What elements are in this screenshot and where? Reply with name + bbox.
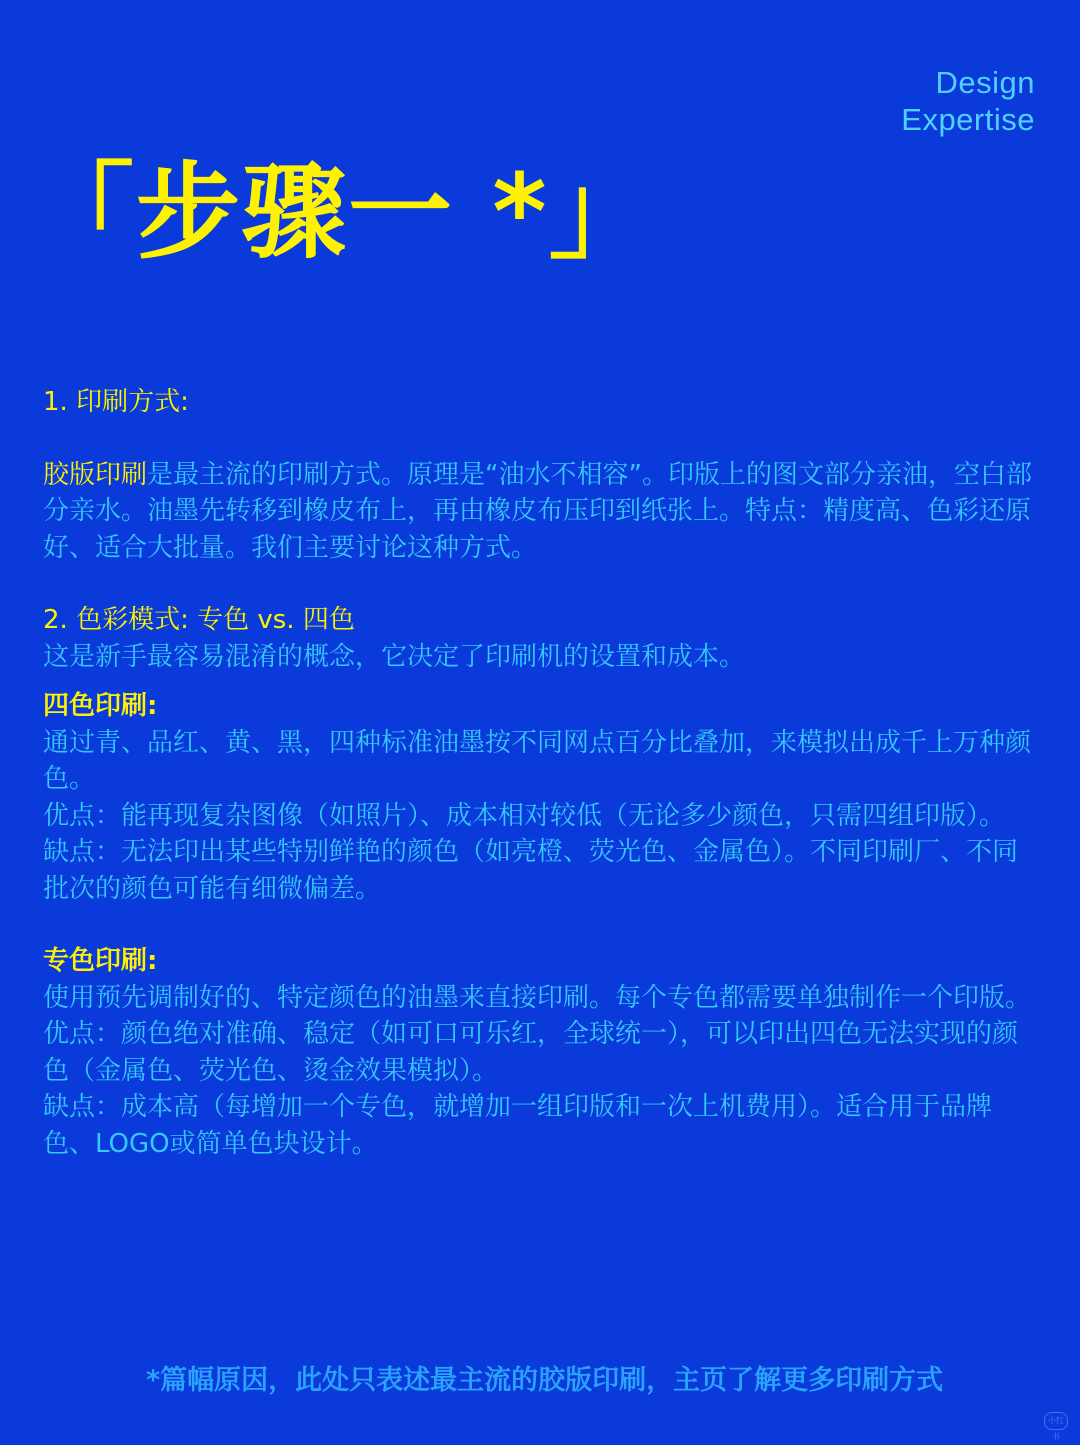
spot-color-desc: 使用预先调制好的、特定颜色的油墨来直接印刷。每个专色都需要单独制作一个印版。: [43, 982, 1032, 1013]
spot-color-title: 专色印刷:: [43, 946, 158, 976]
section-color-mode-intro: 这是新手最容易混淆的概念，它决定了印刷机的设置和成本。: [43, 641, 746, 672]
spot-color-cons: 缺点：成本高（每增加一个专色，就增加一组印版和一次上机费用）。适合用于品牌色、LOGO或简单色块设计。: [43, 1092, 993, 1159]
four-color-title: 四色印刷:: [43, 691, 158, 721]
spot-color-pros: 优点：颜色绝对准确、稳定（如可口可乐红，全球统一），可以印出四色无法实现的颜色（金属色、荧光色、烫金效果模拟）。: [43, 1019, 1019, 1086]
four-color-cons: 缺点：无法印出某些特别鲜艳的颜色（如亮橙、荧光色、金属色）。不同印刷厂、不同批次的颜色可能有细微偏差。: [43, 837, 1019, 904]
offset-printing-desc: 是最主流的印刷方式。原理是“油水不相容”。印版上的图文部分亲油，空白部分亲水。油墨先转移到橡皮布上，再由橡皮布压印到纸张上。特点：精度高、色彩还原好、适合大批量。我们主要讨论这种方式。: [43, 459, 1032, 563]
page-title: 「步骤一 *」: [30, 151, 655, 273]
brand-label: [901, 64, 1035, 138]
offset-printing-highlight: 胶版印刷: [43, 459, 148, 490]
four-color-pros: 优点：能再现复杂图像（如照片）、成本相对较低（无论多少颜色，只需四组印版）。: [43, 800, 1006, 831]
brand-line-design: Design: [935, 65, 1035, 100]
section-printing-method-body: [43, 457, 1043, 567]
brand-line-expertise: Expertise: [901, 102, 1035, 137]
main-content: [43, 384, 1043, 1162]
section-color-mode-title: 2. 色彩模式: 专色 vs. 四色: [43, 605, 355, 635]
platform-watermark: 小红书: [1044, 1412, 1068, 1430]
four-color-desc: 通过青、品红、黄、黑，四种标准油墨按不同网点百分比叠加，来模拟出成千上万种颜色。: [43, 727, 1032, 794]
footnote: *篇幅原因，此处只表述最主流的胶版印刷，主页了解更多印刷方式: [146, 1365, 944, 1396]
section-printing-method-title: 1. 印刷方式:: [43, 387, 189, 417]
